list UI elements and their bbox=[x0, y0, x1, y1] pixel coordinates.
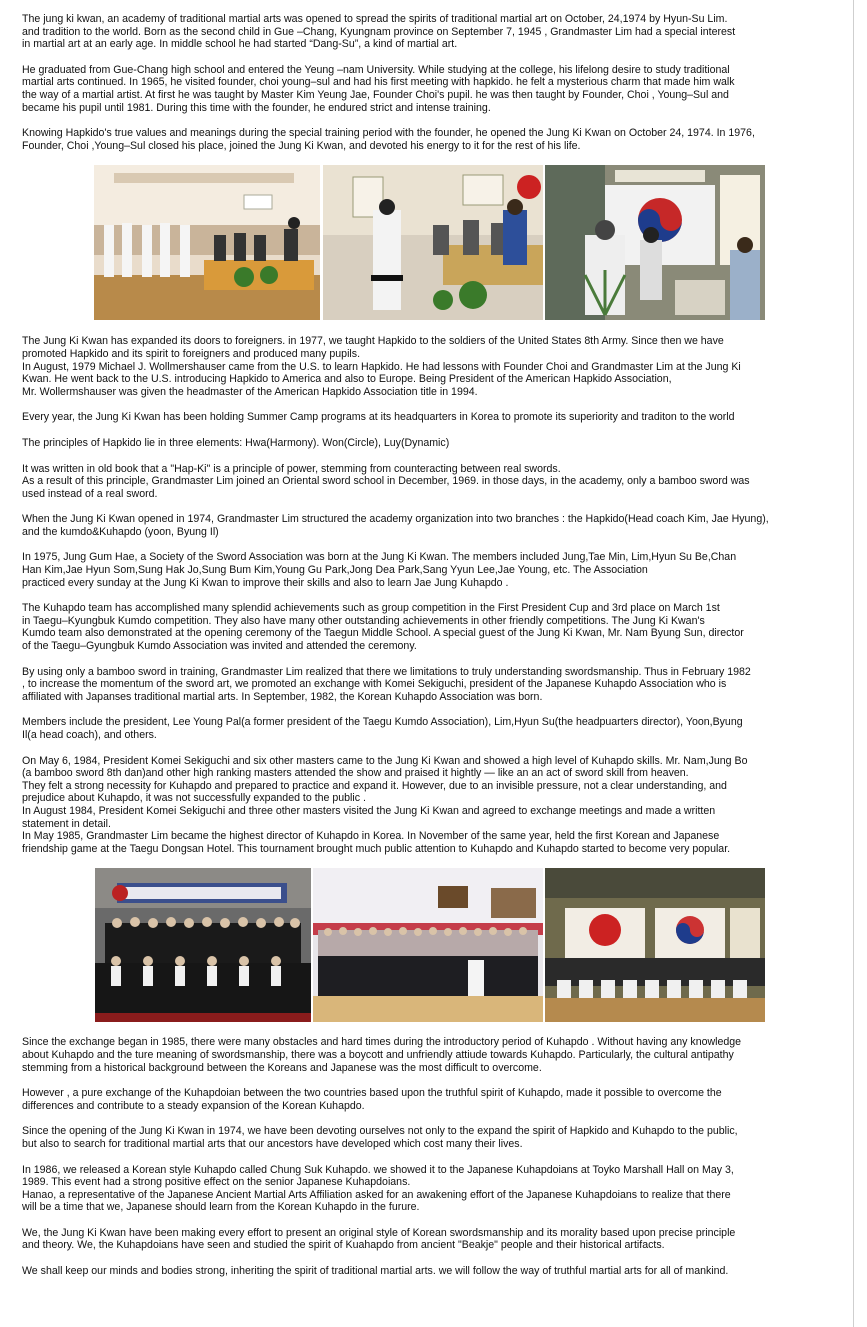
text-line: Kwan. He went back to the U.S. introducing Hapkido to America and also to Europe. Being President of the American Hapkido Association, bbox=[22, 373, 672, 386]
paragraph bbox=[22, 551, 837, 589]
text-line: Hanao, a representative of the Japanese Ancient Martial Arts Affiliation asked for an awakening effort of the Japanese Kuhapdoians to realize that there bbox=[22, 1188, 731, 1201]
photo-speech-flag bbox=[545, 165, 765, 320]
text-line: Knowing Hapkido's true values and meanings during the special training period with the founder, he opened the Jung Ki Kwan on October 24, 1974. In 1976, bbox=[22, 127, 755, 140]
paragraph bbox=[22, 602, 837, 652]
paragraph bbox=[22, 13, 837, 51]
text-line: in martial art at an early age. In middle school he had started “Dang-Su”, a kind of martial art. bbox=[22, 38, 458, 51]
text-line: He graduated from Gue-Chang high school and entered the Yeung –nam University. While studying at the college, his lifelong desire to study traditional bbox=[22, 63, 730, 76]
paragraph bbox=[22, 463, 837, 501]
right-border bbox=[853, 0, 854, 1327]
text-line: Since the opening of the Jung Ki Kwan in 1974, we have been devoting ourselves not only to the expand the spirit of Hapkido and Kuhapdo to the public, bbox=[22, 1125, 738, 1138]
text-line: of the Taegu–Gyungbuk Kumdo Association was invited and attended the ceremony. bbox=[22, 640, 417, 653]
paragraph bbox=[22, 127, 837, 152]
text-line: In May 1985, Grandmaster Lim became the highest director of Kuhapdo in Korea. In November of the same year, held the first Korean and Japanese bbox=[22, 830, 720, 843]
paragraph bbox=[22, 716, 837, 741]
article-content bbox=[22, 13, 837, 1291]
paragraph bbox=[22, 1125, 837, 1150]
text-line: Kumdo team also demonstrated at the opening ceremony of the Taegun Middle School. A special guest of the Jung Ki Kwan, Mr. Nam Byung Sun, director bbox=[22, 627, 744, 640]
text-line: Every year, the Jung Ki Kwan has been holding Summer Camp programs at its headquarters in Korea to promote its superiority and traditon to the world bbox=[22, 411, 735, 424]
text-line: When the Jung Ki Kwan opened in 1974, Grandmaster Lim structured the academy organization into two branches : the Hapkido(Head coach Kim, Jae Hyung), bbox=[22, 513, 769, 526]
text-line: It was written in old book that a "Hap-Ki" is a principle of power, stemming from counteracting between real swords. bbox=[22, 462, 561, 475]
text-line: prejudice about Kuhapdo, it was not successfully expanded to the public . bbox=[22, 792, 366, 805]
text-line: The Jung Ki Kwan has expanded its doors to foreigners. in 1977, we taught Hapkido to the soldiers of the United States 8th Army. Since then we have bbox=[22, 335, 724, 348]
text-line: , to increase the momentum of the sword art, we promoted an exchange with Komei Sekiguchi, president of the Japanese Kuhapdo Association who is bbox=[22, 678, 727, 691]
photo-award-ceremony bbox=[323, 165, 543, 320]
text-line: As a result of this principle, Grandmaster Lim joined an Oriental sword school in December, 1969. in those days, in the academy, only a bamboo sword was bbox=[22, 475, 750, 488]
text-line: friendship game at the Taegu Dongsan Hotel. This tournament brought much public attention to Kuhapdo and Kuhapdo started to become very popular. bbox=[22, 842, 731, 855]
text-line: statement in detail. bbox=[22, 817, 111, 830]
text-line: Il(a head coach), and others. bbox=[22, 729, 157, 741]
paragraph bbox=[22, 1164, 837, 1214]
text-line: By using only a bamboo sword in training, Grandmaster Lim realized that there we limitations to truly understanding swordsmanship. Thus in February 1982 bbox=[22, 665, 751, 678]
paragraph bbox=[22, 755, 837, 856]
photo-group-banner bbox=[95, 868, 311, 1022]
text-line: (a bamboo sword 8th dan)and other high ranking masters attended the show and praised it hightly — like an an act of sword skill from heaven. bbox=[22, 767, 689, 780]
text-line: Han Kim,Jae Hyun Som,Sung Hak Jo,Sung Bum Kim,Young Gu Park,Jong Dea Park,Sang Yyun Lee,Jae Young, etc. The Association bbox=[22, 564, 648, 577]
text-line: used instead of a real sword. bbox=[22, 487, 158, 500]
paragraph bbox=[22, 335, 837, 398]
text-line: We, the Jung Ki Kwan have been making every effort to present an original style of Korean swordsmanship and its morality based upon precise principle bbox=[22, 1226, 736, 1239]
text-line: and the kumdo&Kuhapdo (yoon, Byung Il) bbox=[22, 525, 219, 538]
text-line: 1989. This event had a strong positive effect on the senior Japanese Kuhapdoians. bbox=[22, 1176, 411, 1189]
text-line: stemming from a historical background between the Koreans and Japanese was the most difficult to overcome. bbox=[22, 1061, 542, 1074]
text-line: They felt a strong necessity for Kuhapdo and prepared to practice and expand it. However, due to an invisible pressure, not a clear understanding, and bbox=[22, 779, 727, 792]
text-line: In 1986, we released a Korean style Kuhapdo called Chung Suk Kuhapdo. we showed it to the Japanese Kuhapdoians at Toyko Marshall Hall on May 3, bbox=[22, 1163, 734, 1176]
text-line: In August, 1979 Michael J. Wollmershauser came from the U.S. to learn Hapkido. He had lessons with Founder Choi and Grandmaster Lim at the Jung Ki bbox=[22, 360, 741, 373]
text-line: The principles of Hapkido lie in three elements: Hwa(Harmony). Won(Circle), Luy(Dynamic) bbox=[22, 436, 450, 449]
paragraph bbox=[22, 1036, 837, 1074]
text-line: However , a pure exchange of the Kuhapdoian between the two countries based upon the truthful spirit of Kuhapdo, made it possible to overcome the bbox=[22, 1087, 722, 1100]
text-line: In August 1984, President Komei Sekiguchi and three other masters visited the Jung Ki Kwan and agreed to exchange meetings and made a written bbox=[22, 804, 716, 817]
paragraph bbox=[22, 1265, 837, 1278]
paragraph bbox=[22, 1227, 837, 1252]
text-line: and theory. We, the Kuhapdoians have seen and studied the spirit of Kuahapdo from ancient "Beakje" people and their historical artifacts. bbox=[22, 1239, 665, 1252]
paragraph bbox=[22, 1087, 837, 1112]
text-line: about Kuhapdo and the ture meaning of swordsmanship, there was a boycott and unfriendly attiude towards Kuhapdo. Particularly, the cultural antipathy bbox=[22, 1048, 734, 1061]
photo-strip-history bbox=[22, 165, 837, 321]
text-line: On May 6, 1984, President Komei Sekiguchi and six other masters came to the Jung Ki Kwan and showed a high level of Kuhapdo skills. Mr. Nam,Jung Bo bbox=[22, 754, 748, 767]
closing-section bbox=[22, 1036, 837, 1277]
text-line: The jung ki kwan, an academy of traditional martial arts was opened to spread the spirits of traditional martial art on October, 24,1974 by Hyun-Su Lim. bbox=[22, 13, 728, 25]
text-line: and tradition to the world. Born as the second child in Gue –Chang, Kyungnam province on September 7, 1945 , Grandmaster Lim had a special interest bbox=[22, 25, 736, 38]
text-line: Mr. Wollermshauser was given the headmaster of the American Hapkido Association title in 1994. bbox=[22, 385, 478, 398]
text-line: became his pupil until 1981. During this time with the founder, he endured strict and intense training. bbox=[22, 101, 491, 114]
text-line: practiced every sunday at the Jung Ki Kwan to improve their skills and also to learn Jae Jung Kuhapdo . bbox=[22, 576, 509, 589]
photo-strip-exchange bbox=[22, 868, 837, 1022]
text-line: promoted Hapkido and its spirit to foreigners and produced many pupils. bbox=[22, 347, 361, 360]
text-line: Members include the president, Lee Young Pal(a former president of the Taegu Kumdo Association), Lim,Hyun Su(the headpuarters director), Yoon,Byung bbox=[22, 716, 743, 729]
text-line: We shall keep our minds and bodies strong, inheriting the spirit of traditional martial arts. we will follow the way of truthful martial arts for all of mankind. bbox=[22, 1265, 729, 1278]
text-line: will be a time that we, Japanese should learn from the Korean Kuhapdo in the furure. bbox=[22, 1201, 420, 1214]
text-line: but also to search for traditional martial arts that our ancestors have developed which cost many their lives. bbox=[22, 1137, 523, 1150]
paragraph bbox=[22, 666, 837, 704]
paragraph bbox=[22, 64, 837, 114]
paragraph bbox=[22, 411, 837, 424]
text-line: martial arts continued. In 1965, he visited founder, choi young–sul and had his first meeting with hapkido. he felt a mysterious charm that made him walk bbox=[22, 76, 735, 89]
photo-demonstration bbox=[94, 165, 320, 320]
text-line: Since the exchange began in 1985, there were many obstacles and hard times during the introductory period of Kuhapdo . Without having any knowledge bbox=[22, 1036, 742, 1049]
text-line: In 1975, Jung Gum Hae, a Society of the Sword Association was born at the Jung Ki Kwan. The members included Jung,Tae Min, Lim,Hyun Su Be,Chan bbox=[22, 551, 737, 564]
photo-formal-group bbox=[545, 868, 765, 1022]
text-line: in Taegu–Kyungbuk Kumdo competition. They also have many other outstanding achievements in other friendly competitions. The Jung Ki Kwan's bbox=[22, 614, 705, 627]
text-line: Founder, Choi ,Young–Sul closed his place, joined the Jung Ki Kwan, and devoted his energy to it for the rest of his life. bbox=[22, 139, 581, 152]
paragraph bbox=[22, 437, 837, 450]
text-line: differences and contribute to a steady expansion of the Korean Kuhapdo. bbox=[22, 1099, 365, 1112]
paragraph bbox=[22, 513, 837, 538]
text-line: The Kuhapdo team has accomplished many splendid achievements such as group competition in the First President Cup and 3rd place on March 1st bbox=[22, 602, 720, 615]
text-line: affiliated with Japanses traditional martial arts. In September, 1982, the Korean Kuhapdo Association was born. bbox=[22, 690, 543, 703]
history-section bbox=[22, 335, 837, 855]
text-line: the way of a martial artist. At first he was taught by Master Kim Yeung Jae, Founder Choi's pupil. he was then taught by Founder, Choi , Young–Sul and bbox=[22, 88, 729, 101]
intro-section bbox=[22, 13, 837, 152]
photo-group-hall bbox=[313, 868, 543, 1022]
